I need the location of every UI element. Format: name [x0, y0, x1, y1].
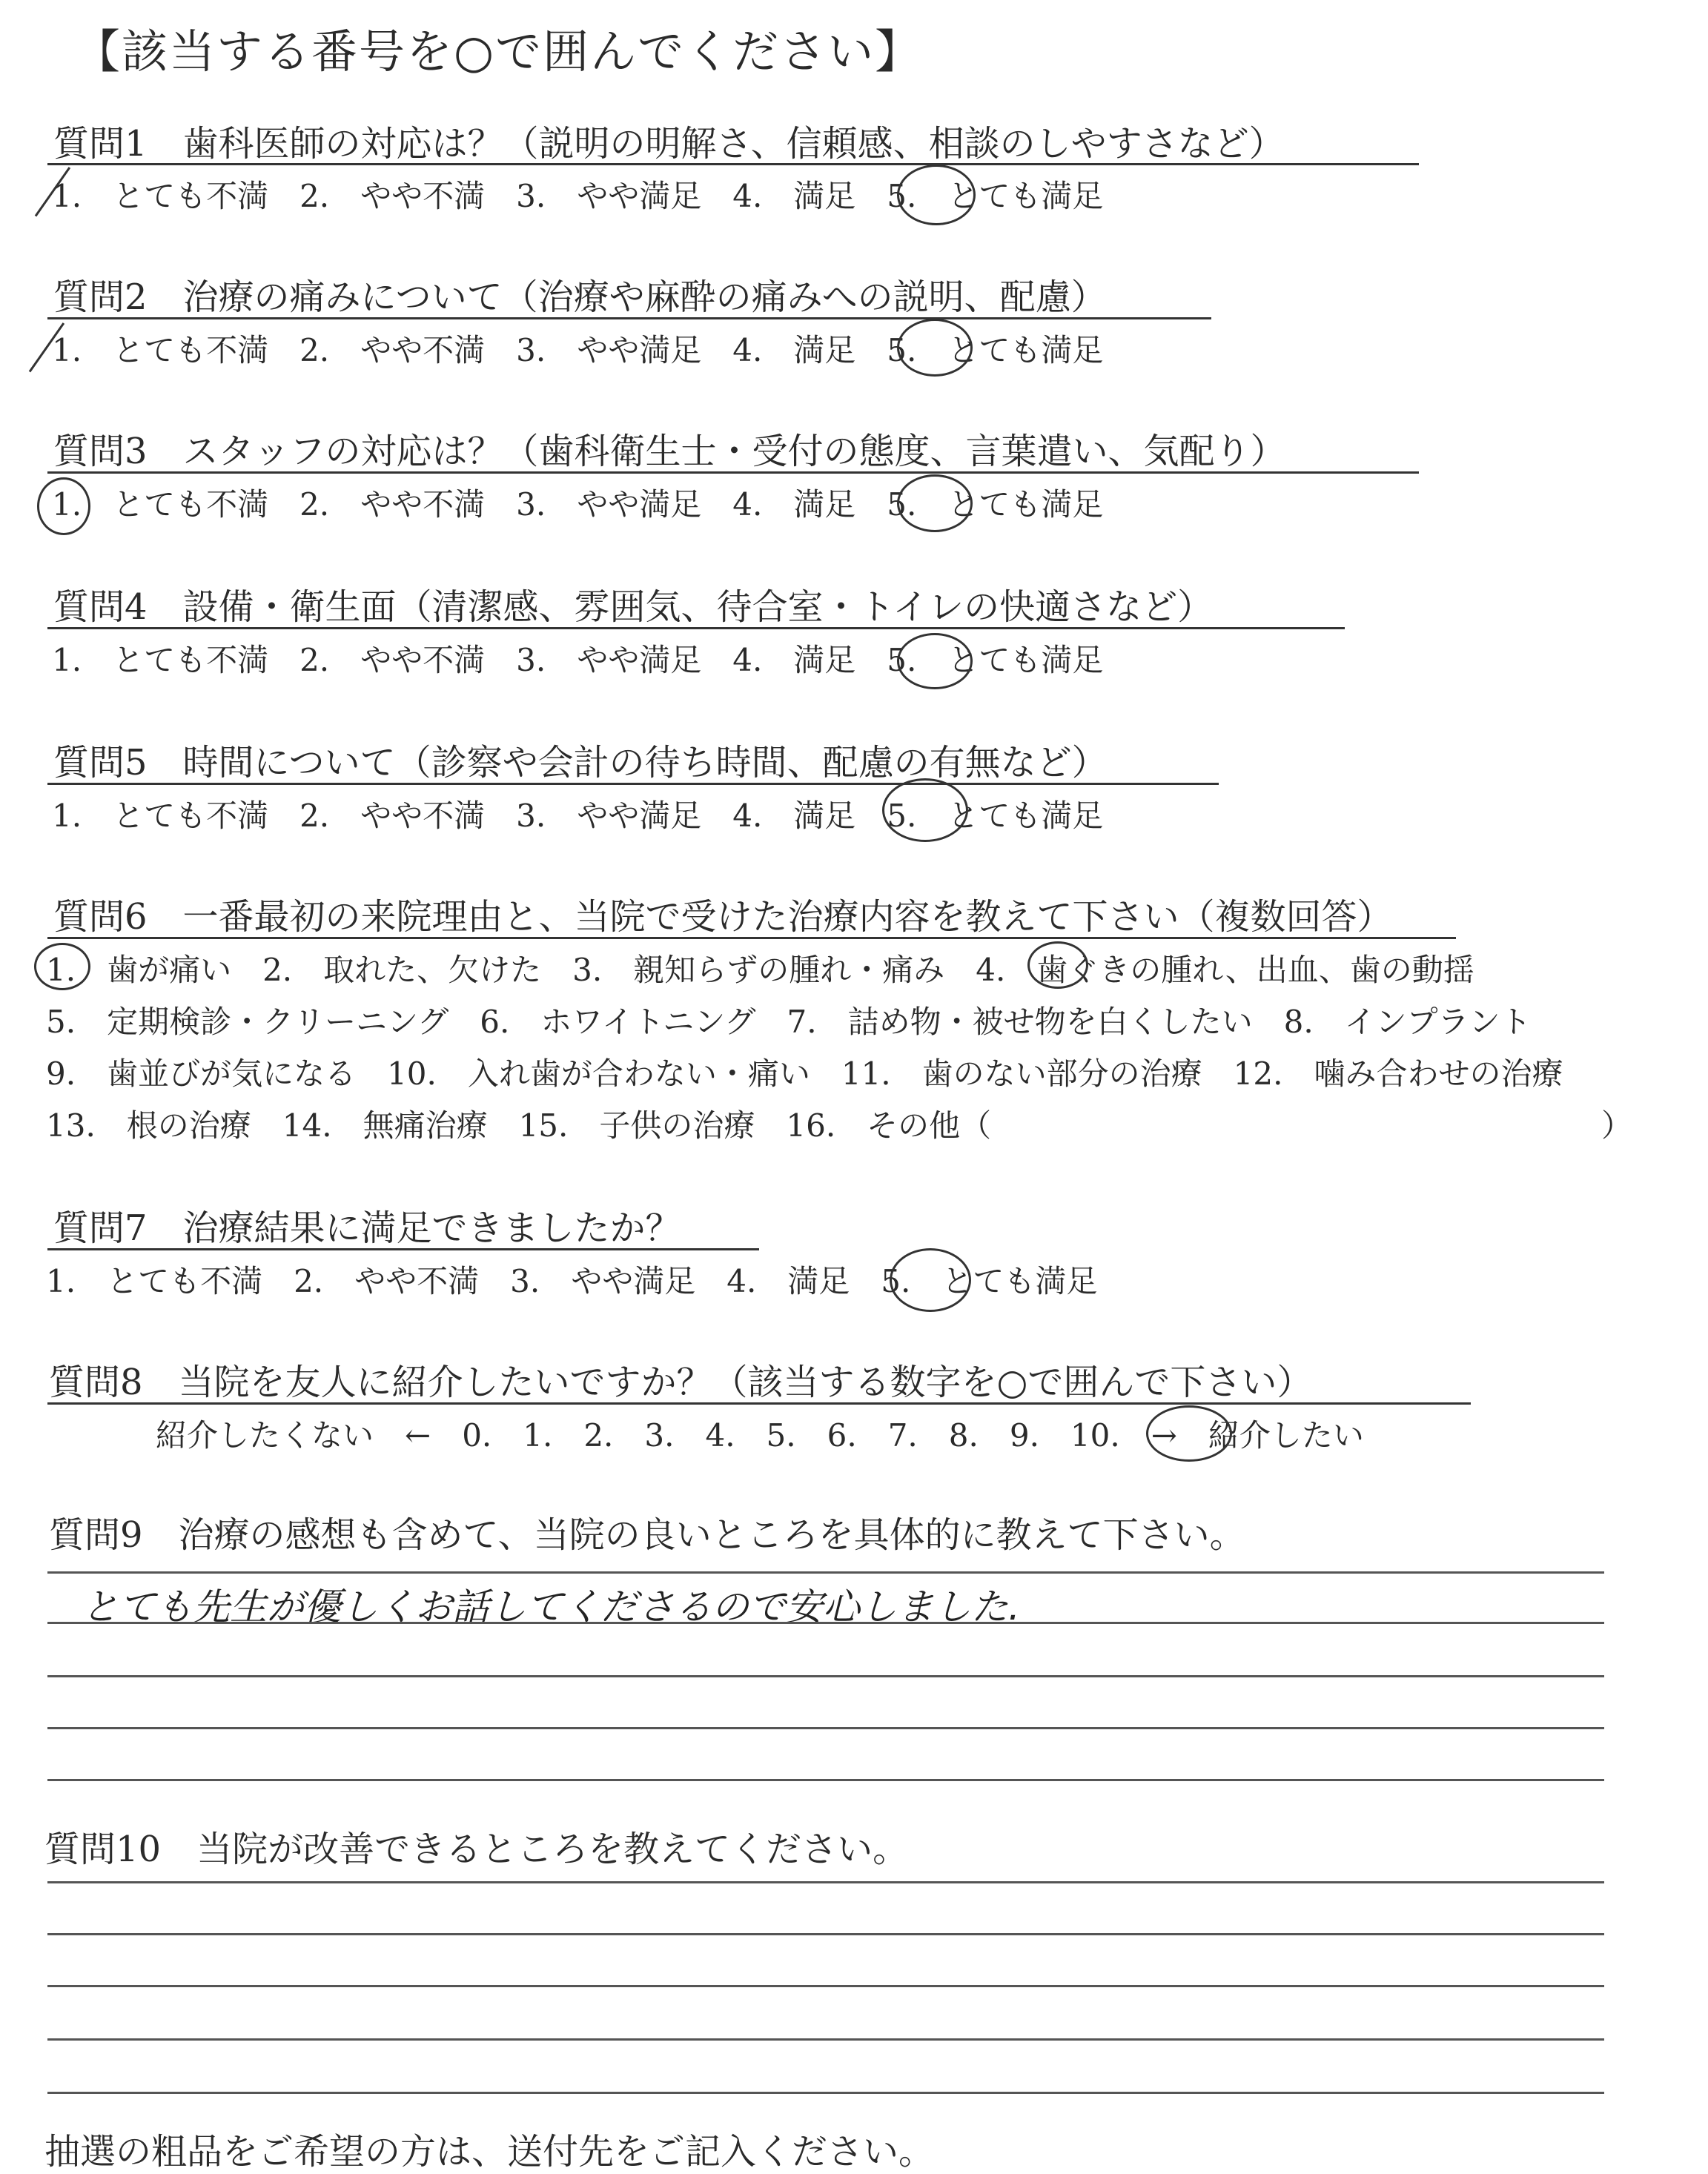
- q8-circle-10: [1146, 1405, 1232, 1462]
- q3-options: 1. とても不満 2. やや不満 3. やや満足 4. 満足 5. とても満足: [52, 486, 1104, 523]
- q4-options: 1. とても不満 2. やや不満 3. やや満足 4. 満足 5. とても満足: [52, 642, 1104, 678]
- q5-options: 1. とても不満 2. やや不満 3. やや満足 4. 満足 5. とても満足: [52, 798, 1104, 834]
- q7-label: 質問7 治療結果に満足できましたか？: [53, 1207, 681, 1249]
- q6-circle-4: [1027, 941, 1088, 989]
- q2-options: 1. とても不満 2. やや不満 3. やや満足 4. 満足 5. とても満足: [52, 332, 1104, 368]
- q3-label: 質問3 スタッフの対応は？（歯科衛生士・受付の態度、言葉遣い、気配り）: [53, 431, 1286, 472]
- q7-underline: [47, 1248, 759, 1250]
- q3-circle-1: [37, 477, 90, 535]
- q10-line-3: [47, 1985, 1604, 1987]
- q4-circle-5: [897, 633, 973, 689]
- q1-options: 1. とても不満 2. やや不満 3. やや満足 4. 満足 5. とても満足: [52, 178, 1104, 214]
- q4-label: 質問4 設備・衛生面（清潔感、雰囲気、待合室・トイレの快適さなど）: [53, 586, 1214, 628]
- q9-line-4: [47, 1727, 1604, 1729]
- q9-line-3: [47, 1675, 1604, 1677]
- q6-row-1: 1. 歯が痛い 2. 取れた、欠けた 3. 親知らずの腫れ・痛み 4. 歯ぐきの腫れ、出血、歯の動揺: [46, 952, 1474, 988]
- q1-circle-5: [897, 165, 976, 225]
- q10-label: 質問10 当院が改善できるところを教えてください。: [44, 1829, 909, 1870]
- q7-circle-5: [890, 1248, 971, 1312]
- q9-line-5: [47, 1779, 1604, 1781]
- q2-label: 質問2 治療の痛みについて（治療や麻酔の痛みへの説明、配慮）: [53, 276, 1107, 318]
- q10-line-2: [47, 1933, 1604, 1935]
- footer-note: 抽選の粗品をご希望の方は、送付先をご記入ください。: [44, 2131, 935, 2173]
- q9-handwritten-answer: とても先生が優しくお話してくださるので安心しました.: [82, 1585, 1020, 1628]
- q5-underline: [47, 783, 1219, 785]
- q9-line-1: [47, 1571, 1604, 1574]
- q6-row-2: 5. 定期検診・クリーニング 6. ホワイトニング 7. 詰め物・被せ物を白くしたい 8. インプラント: [46, 1004, 1532, 1040]
- q6-row-3: 9. 歯並びが気になる 10. 入れ歯が合わない・痛い 11. 歯のない部分の治療 12. 噛み合わせの治療: [46, 1055, 1563, 1092]
- q2-underline: [47, 317, 1211, 319]
- q6-circle-1: [34, 943, 90, 990]
- q1-underline: [47, 163, 1419, 165]
- q8-scale: 紹介したくない ← 0. 1. 2. 3. 4. 5. 6. 7. 8. 9. 10. → 紹介したい: [156, 1417, 1364, 1454]
- q5-label: 質問5 時間について（診察や会計の待ち時間、配慮の有無など）: [53, 742, 1108, 783]
- q6-underline: [47, 937, 1456, 939]
- q6-row-4: 13. 根の治療 14. 無痛治療 15. 子供の治療 16. その他（: [46, 1107, 992, 1144]
- q6-close-paren: ）: [1601, 1107, 1633, 1144]
- page-title: 【該当する番号を○で囲んでください】: [74, 24, 923, 79]
- q8-underline: [47, 1402, 1471, 1405]
- q10-line-1: [47, 1881, 1604, 1883]
- q3-circle-5: [897, 474, 973, 532]
- q7-options: 1. とても不満 2. やや不満 3. やや満足 4. 満足 5. とても満足: [46, 1263, 1098, 1299]
- q10-line-5: [47, 2092, 1604, 2094]
- q10-line-4: [47, 2038, 1604, 2041]
- q6-label: 質問6 一番最初の来院理由と、当院で受けた治療内容を教えて下さい（複数回答）: [53, 896, 1393, 938]
- q1-label: 質問1 歯科医師の対応は？（説明の明解さ、信頼感、相談のしやすさなど）: [53, 123, 1285, 165]
- q9-line-2: [47, 1622, 1604, 1624]
- q4-underline: [47, 627, 1345, 629]
- q3-underline: [47, 471, 1419, 474]
- q5-circle-5: [882, 778, 968, 842]
- q8-label: 質問8 当院を友人に紹介したいですか？（該当する数字を○で囲んで下さい）: [49, 1362, 1313, 1403]
- q2-circle-5: [897, 319, 973, 377]
- q9-label: 質問9 治療の感想も含めて、当院の良いところを具体的に教えて下さい。: [49, 1514, 1245, 1556]
